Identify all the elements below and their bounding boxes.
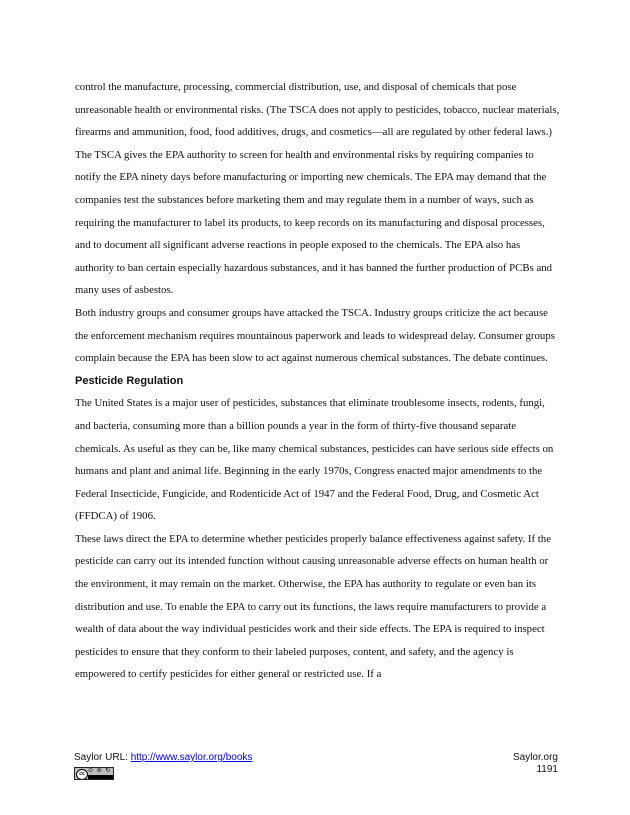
creative-commons-by-nc-sa-icon: cc ⊙ ⊘ ↻: [74, 767, 114, 780]
paragraph: The TSCA gives the EPA authority to screen for health and environmental risks by requiring companies to notify the EPA ninety days before manufacturing or importing new chemicals. The EPA may demand that the companies test the substances before marketing them and may regulate them in a number of ways, such as requiring the manufacturer to label its products, to keep records on its manufacturing and disposal processes, and to document all significant adverse reactions in people exposed to the chemicals. The EPA also has authority to ban certain especially hazardous substances, and it has banned the further production of PCBs and many uses of asbestos.: [75, 148, 553, 297]
section-heading: Pesticide Regulation: [75, 374, 184, 387]
paragraph: Both industry groups and consumer groups have attacked the TSCA. Industry groups criticize the act because the enforcement mechanism requires mountainous paperwork and leads to widespread delay. Consumer groups complain because the EPA has been slow to act against numerous chemical substances. The debate continues.: [75, 306, 555, 365]
paragraph: The United States is a major user of pesticides, substances that eliminate troublesome insects, rodents, fungi, and bacteria, consuming more than a billion pounds a year in the form of thirty-five thousand separate chemicals. As useful as they can be, like many chemical substances, pesticides can have serious side effects on humans and plant and animal life. Beginning in the early 1970s, Congress enacted major amendments to the Federal Insecticide, Fungicide, and Rodenticide Act of 1947 and the Federal Food, Drug, and Cosmetic Act (FFDCA) of 1906.: [75, 397, 554, 523]
footer-site: Saylor.org: [512, 752, 558, 763]
footer-url-label: Saylor URL:: [74, 752, 131, 763]
paragraph: control the manufacture, processing, commercial distribution, use, and disposal of chemicals that pose unreasonable health or environmental risks. (The TSCA does not apply to pesticides, tobacco, nuclear materials, firearms and ammunition, food, food additives, drugs, and cosmetics—all are regulated by other federal laws.): [75, 81, 560, 139]
saylor-books-link[interactable]: http://www.saylor.org/books: [130, 752, 253, 763]
page-number: 1191: [536, 764, 558, 775]
footer-page-info: [513, 752, 558, 776]
paragraph: These laws direct the EPA to determine whether pesticides properly balance effectiveness against safety. If the pesticide can carry out its intended function without causing unreasonable adverse effects on human health or the environment, it may remain on the market. Otherwise, the EPA has authority to regulate or even ban its distribution and use. To enable the EPA to carry out its functions, the laws require manufacturers to provide a wealth of data about the way individual pesticides work and their side effects. The EPA is required to inspect pesticides to ensure that they conform to their labeled purposes, content, and safety, and the agency is empowered to certify pesticides for either general or restricted use. If a: [75, 532, 551, 681]
footer-source: [74, 752, 252, 763]
page-body: [75, 76, 561, 686]
page-footer: [74, 752, 558, 792]
cc-logo: cc: [76, 769, 88, 780]
